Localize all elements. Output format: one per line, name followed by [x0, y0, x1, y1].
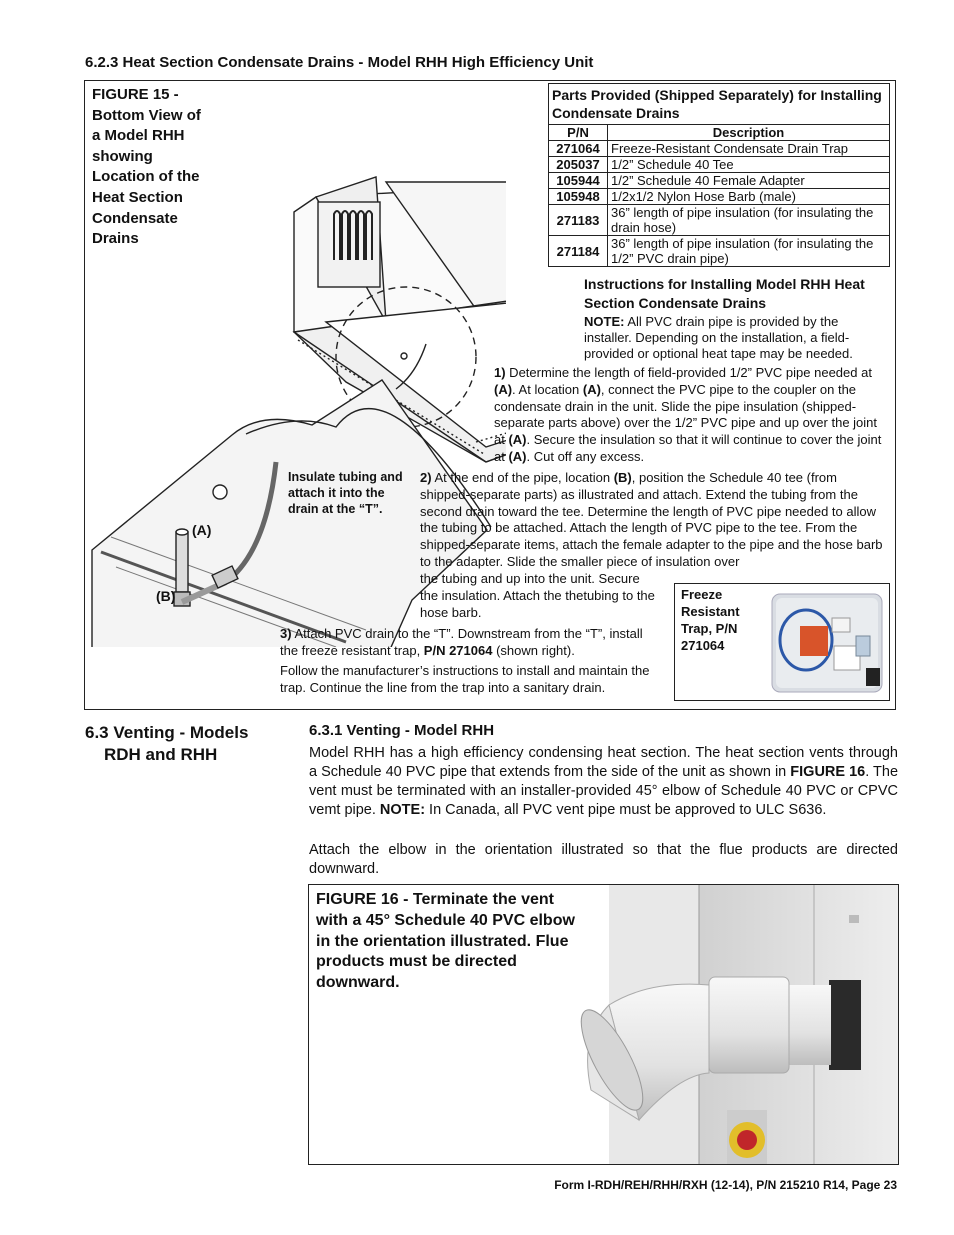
part-number: 271064 — [549, 141, 608, 157]
table-row — [549, 205, 890, 236]
part-number: 271184 — [549, 236, 608, 267]
step-3 — [280, 626, 660, 660]
step-text: At the end of the pipe, location — [431, 470, 614, 485]
note-text: All PVC drain pipe is provided by the installer. Depending on the installation, a field-provided or optional heat tape may be needed. — [584, 314, 853, 361]
figure-ref: FIGURE 16 — [790, 764, 866, 780]
part-number: 205037 — [549, 157, 608, 173]
table-row — [549, 157, 890, 173]
figure-15-caption: FIGURE 15 - Bottom View of a Model RHH showing Location of the Heat Section Condensate Drains — [92, 86, 201, 248]
location-a-label: (A) — [192, 522, 212, 538]
paragraph-text: In Canada, all PVC vent pipe must be approved to ULC S636. — [425, 802, 827, 818]
location-b-label: (B) — [156, 588, 176, 604]
part-description: 1/2x1/2 Nylon Hose Barb (male) — [608, 189, 890, 205]
instructions-title: Instructions for Installing Model RHH Heat Section Condensate Drains — [584, 276, 865, 311]
heading-line: RDH and RHH — [104, 745, 218, 764]
venting-paragraph-2: Attach the elbow in the orientation illustrated so that the flue products are directed downward. — [309, 842, 898, 877]
paragraph-text: . The vent must be terminated with an installer-provided 45° elbow of Schedule 40 PVC or CPVC vemt pipe. — [309, 764, 899, 818]
parts-table — [548, 83, 890, 267]
step-text: , position the Schedule 40 tee (from shipped-separate parts) as illustrated and attach. Extend the tubing from the second drain toward the tee. Determine the length of PVC pipe needed to allow the tubing to be attached. Attach the length of PVC pipe to the tee. From the shipped-separate items, attach the female adapter to the pipe and the hose barb to the adapter. Slide the smaller piece of insulation over — [420, 470, 883, 569]
parts-header-pn: P/N — [549, 125, 608, 141]
location-ref: (A) — [508, 432, 527, 448]
page-footer: Form I-RDH/REH/RHH/RXH (12-14), P/N 215210 R14, Page 23 — [554, 1178, 897, 1192]
part-number-ref: P/N 271064 — [423, 642, 493, 658]
step-number: 2) — [420, 470, 432, 485]
part-number: 105948 — [549, 189, 608, 205]
part-number: 105944 — [549, 173, 608, 189]
section-6-3-1-heading: 6.3.1 Venting - Model RHH — [309, 722, 495, 739]
freeze-trap-photo — [770, 588, 886, 696]
table-row — [549, 141, 890, 157]
step-text: , connect the PVC pipe to the coupler on the condensate drain in the unit. Slide the pipe insulation (shipped-separate parts above) over the 1/2” PVC pipe and up over the joint at — [494, 381, 878, 448]
table-row — [549, 173, 890, 189]
figure-16-caption: FIGURE 16 - Terminate the vent with a 45° Schedule 40 PVC elbow in the orientation illustrated. Flue products must be directed downward. — [316, 891, 575, 992]
section-heading: 6.2.3 Heat Section Condensate Drains - Model RHH High Efficiency Unit — [85, 54, 594, 71]
venting-paragraph-1 — [309, 744, 898, 820]
trap-photo-label: Freeze Resistant Trap, P/N 271064 — [681, 587, 740, 653]
step-number: 3) — [280, 626, 292, 641]
step-text: Attach PVC drain to the “T”. Downstream from the “T”, install the freeze resistant trap, — [280, 626, 643, 658]
part-description: 36” length of pipe insulation (for insulating the drain hose) — [608, 205, 890, 236]
part-number: 271183 — [549, 205, 608, 236]
step-1 — [494, 365, 890, 466]
insulate-tubing-label: Insulate tubing and attach it into the drain at the “T”. — [288, 470, 403, 516]
step-4: Follow the manufacturer’s instructions to install and maintain the trap. Continue the line from the trap into a sanitary drain. — [280, 663, 650, 695]
location-ref: (A) — [508, 448, 527, 464]
location-ref: (A) — [582, 381, 601, 397]
step-number: 1) — [494, 365, 506, 380]
section-6-3-heading — [85, 722, 285, 766]
step-text: Determine the length of field-provided 1/2” PVC pipe needed at — [505, 365, 872, 380]
table-row — [549, 189, 890, 205]
note-label: NOTE: — [584, 314, 625, 329]
note-label: NOTE: — [379, 802, 426, 818]
table-row — [549, 236, 890, 267]
parts-header-description: Description — [608, 125, 890, 141]
part-description: 1/2” Schedule 40 Tee — [608, 157, 890, 173]
instructions-note — [584, 314, 884, 362]
part-description: 36” length of pipe insulation (for insulating the 1/2” PVC drain pipe) — [608, 236, 890, 267]
heading-line: 6.3 Venting - Models — [85, 723, 249, 742]
step-2-continued: the tubing and up into the unit. Secure the insulation. Attach the thetubing to the hose barb. — [420, 571, 655, 620]
part-description: 1/2” Schedule 40 Female Adapter — [608, 173, 890, 189]
parts-table-title: Parts Provided (Shipped Separately) for Installing Condensate Drains — [549, 84, 890, 125]
location-ref: (B) — [613, 470, 632, 485]
step-2 — [420, 470, 890, 571]
location-ref: (A) — [494, 381, 513, 397]
part-description: Freeze-Resistant Condensate Drain Trap — [608, 141, 890, 157]
step-text: (shown right). — [492, 642, 575, 658]
paragraph-text: Model RHH has a high efficiency condensing heat section. The heat section vents through a Schedule 40 PVC pipe that extends from the side of the unit as shown in — [309, 745, 898, 780]
step-text: . At location — [512, 381, 583, 397]
step-text: . Secure the insulation so that it will continue to cover the joint at — [494, 432, 882, 464]
step-text: . Cut off any excess. — [526, 448, 645, 464]
